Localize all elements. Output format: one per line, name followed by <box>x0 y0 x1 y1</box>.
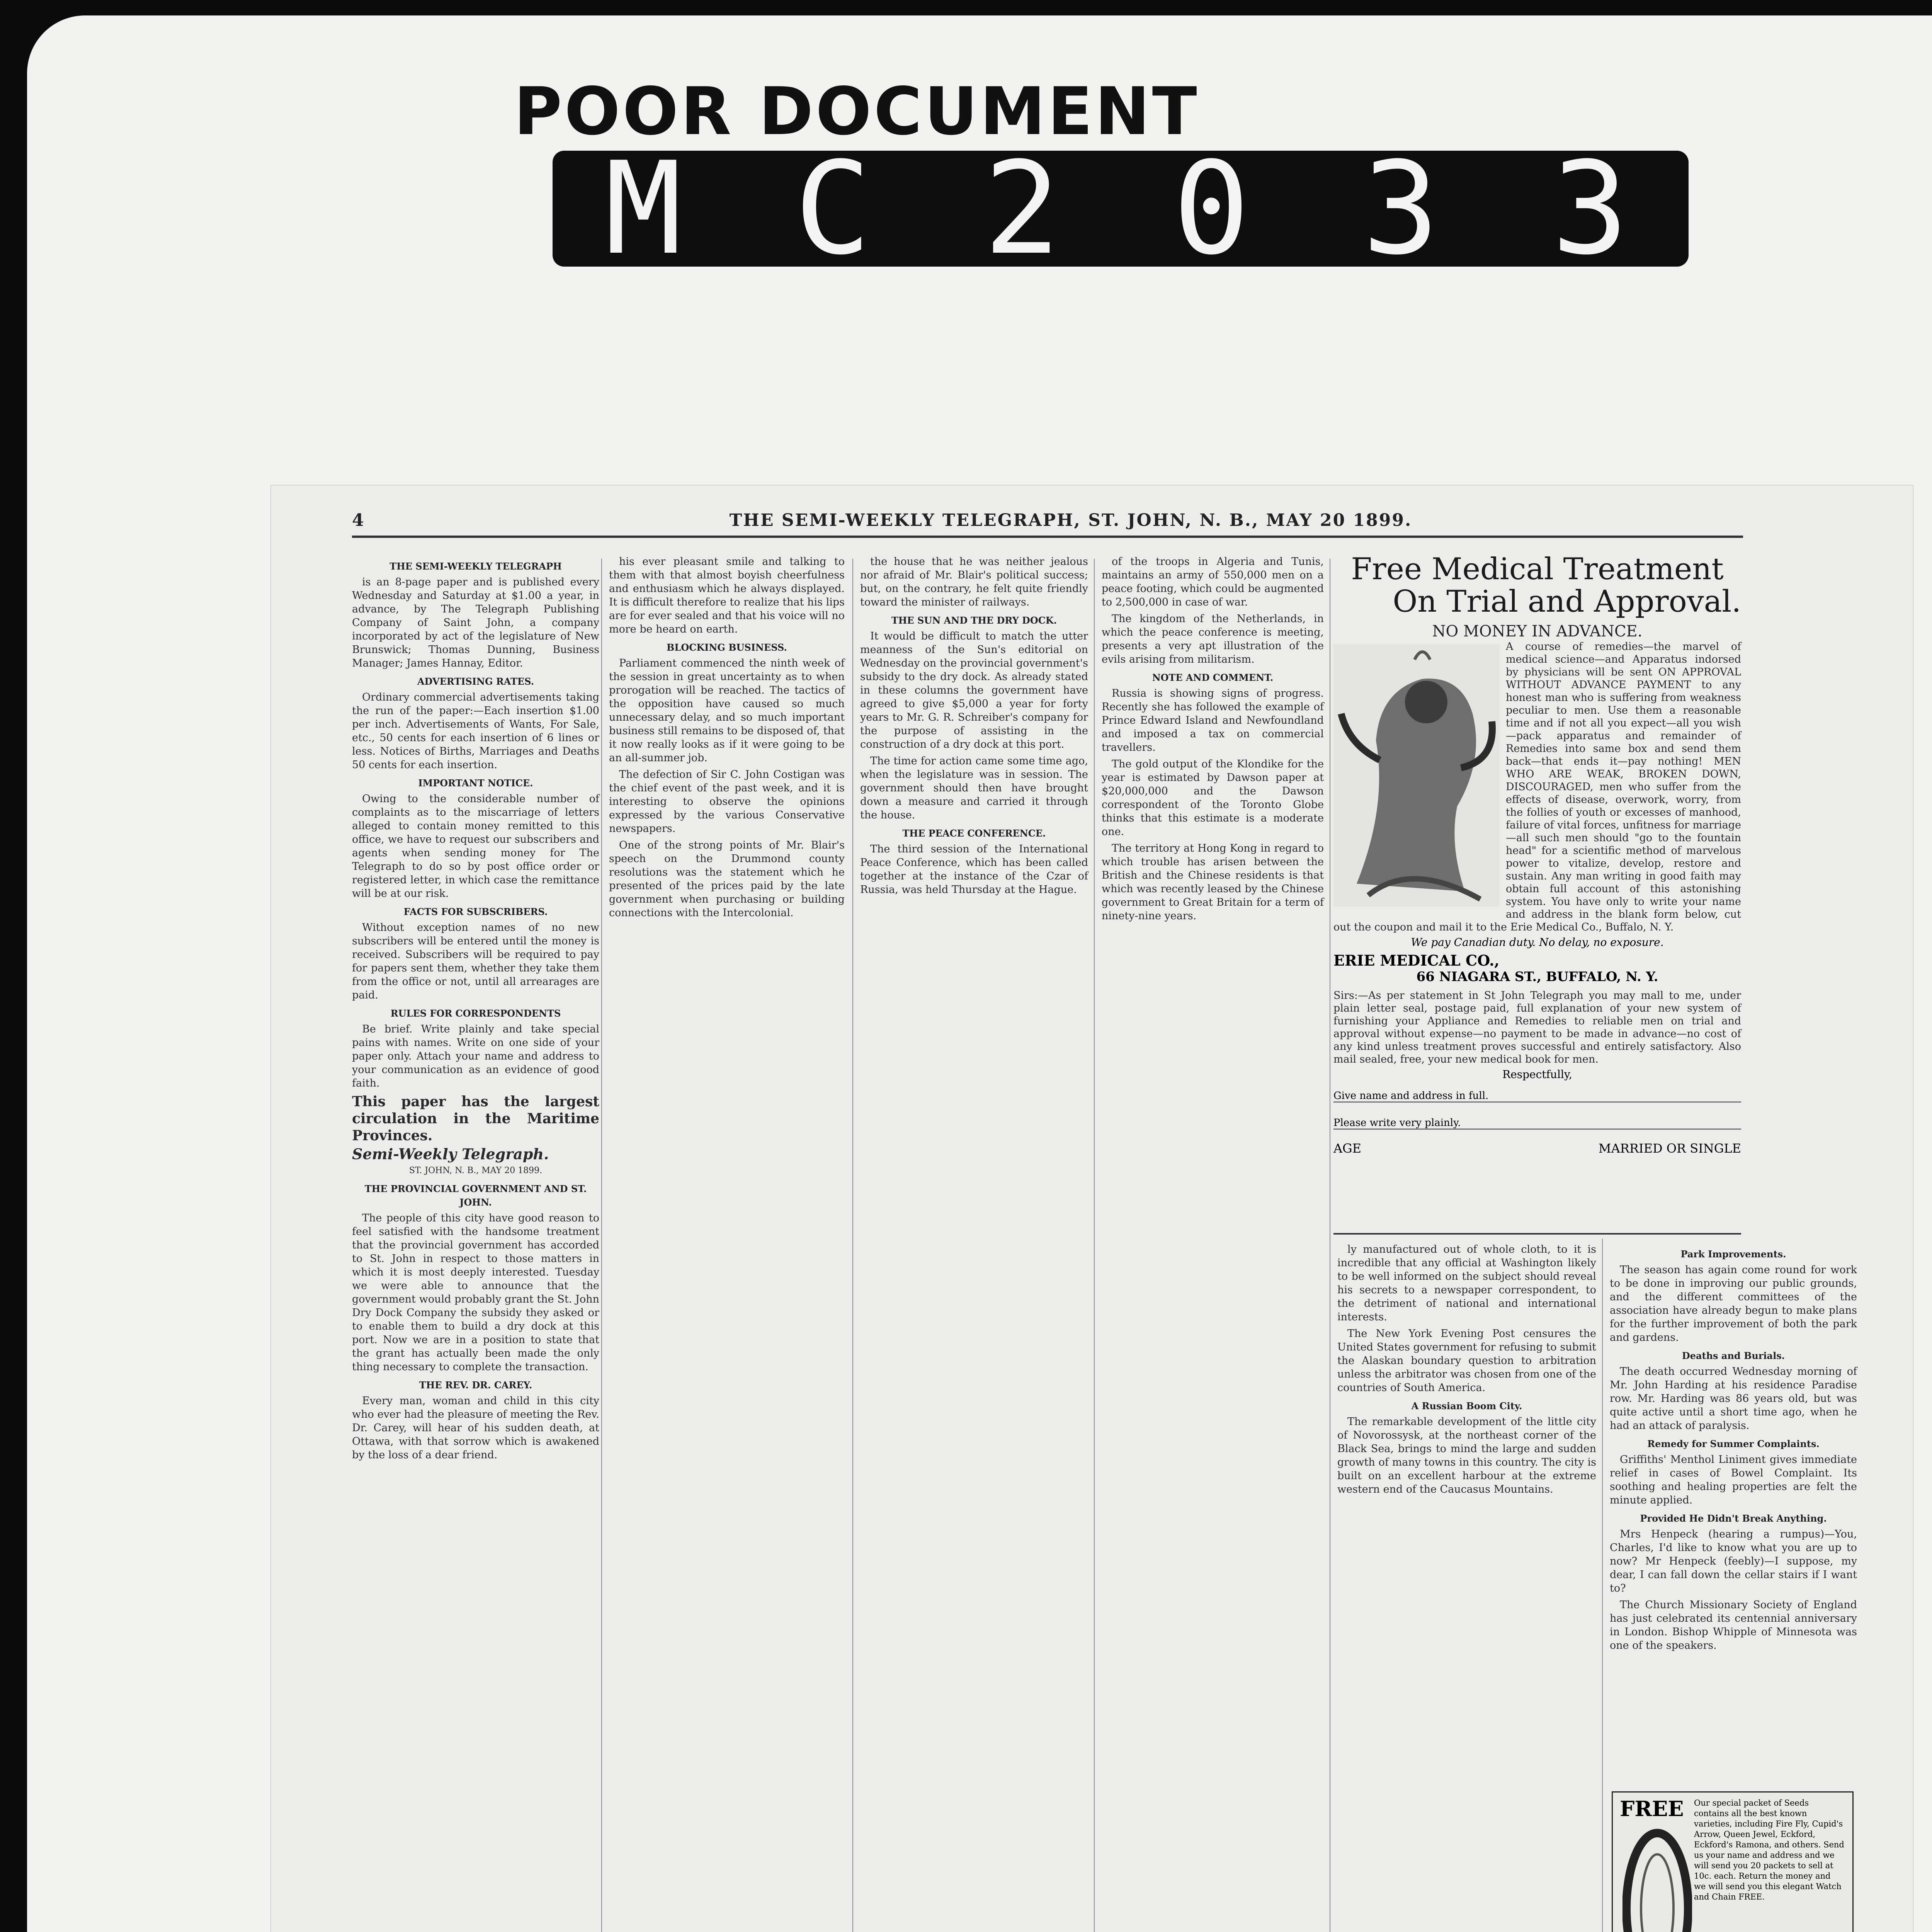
paragraph: of the troops in Algeria and Tunis, maintains an army of 550,000 men on a peace footing, which could be augmented to 2,500,000 in case of war. <box>1102 556 1324 608</box>
poor-document-label: POOR DOCUMENT <box>514 73 1199 150</box>
box-ad-text: Our special packet of Seeds contains all the best known varieties, including Fire Fly, Cupid's Arrow, Queen Jewel, Eckford, Eckford's Ramona, and others. Send us your name and address and we will send you 20 packets to sell at 10c. each. Return the money and we will send you this elegant Watch and Chain FREE. <box>1694 1798 1844 1901</box>
ad-subtitle: NO MONEY IN ADVANCE. <box>1432 622 1643 640</box>
paragraph: The death occurred Wednesday morning of Mr. John Harding at his residence Paradise row. Mr. Harding was 86 years old, but was quite active until a short time ago, when he had an attack of paralysis. <box>1610 1366 1857 1432</box>
code-char: M <box>605 134 690 283</box>
newspaper-page <box>270 485 1913 1932</box>
heading: THE SEMI-WEEKLY TELEGRAPH <box>389 561 562 572</box>
paragraph: The kingdom of the Netherlands, in which the peace conference is meeting, presents a very apt illustration of the evils arising from militarism. <box>1102 613 1324 665</box>
heading: ADVERTISING RATES. <box>417 676 534 687</box>
heading: Provided He Didn't Break Anything. <box>1640 1513 1827 1524</box>
code-char: C <box>794 134 879 283</box>
paragraph: The territory at Hong Kong in regard to which trouble has arisen between the British and the Chinese residents is that which was recently leased by the Chinese government to Great Britain for a term of ninety-nine years. <box>1102 842 1324 922</box>
paragraph: Ordinary commercial advertisements taking the run of the paper:—Each insertion $1.00 per inch. Advertisements of Wants, For Sale, etc., 50 cents for each insertion of 6 lines or less. Notices of Births, Marriages and Deaths 50 cents for each insertion. <box>352 691 599 771</box>
ad-respectfully: Respectfully, <box>1502 1068 1572 1081</box>
paragraph: Parliament commenced the ninth week of the session in great uncertainty as to when prorogation will be reached. The tactics of the opposition have caused so much unnecessary delay, and so much important business still remains to be disposed of, that it now really looks as if it were going to be an all-summer job. <box>609 657 845 764</box>
circulation-notice: This paper has the largest circulation in the Maritime Provinces. <box>352 1094 599 1144</box>
heading: Park Improvements. <box>1680 1248 1786 1260</box>
heading: THE PROVINCIAL GOVERNMENT AND ST. JOHN. <box>364 1183 587 1208</box>
heading: IMPORTANT NOTICE. <box>418 777 533 789</box>
paragraph: is an 8-page paper and is published every Wednesday and Saturday at $1.00 a year, in advance, by The Telegraph Publishing Company of Saint John, a company incorporated by act of the legislature of New Brunswick; Thomas Dunning, Business Manager; James Hannay, Editor. <box>352 576 599 669</box>
paragraph: One of the strong points of Mr. Blair's speech on the Drummond county resolutions was the statement which he presented of the prices paid by the late government when purchasing or building connections with the Intercolonial. <box>609 839 845 919</box>
code-char: 3 <box>1362 134 1447 283</box>
heading: RULES FOR CORRESPONDENTS <box>390 1008 561 1019</box>
column-divider <box>852 559 853 1932</box>
ad-body <box>1333 640 1741 934</box>
column-divider <box>1602 1239 1603 1932</box>
paragraph: The time for action came some time ago, when the legislature was in session. The government should then have brought down a measure and carried it through the house. <box>860 755 1088 821</box>
marital-label: MARRIED OR SINGLE <box>1598 1141 1741 1156</box>
heading: THE PEACE CONFERENCE. <box>902 828 1046 839</box>
age-marital-row <box>1333 1141 1741 1156</box>
paragraph: The people of this city have good reason to feel satisfied with the handsome treatment that the provincial government has accorded to St. John in respect to those matters in which it is most deeply interested. Tuesday we were able to announce that the government would probably grant the St. John Dry Dock Company the subsidy they asked or to enable them to build a dry dock at this port. Now we are in a position to state that the grant has actually been made the only thing necessary to complete the transaction. <box>352 1212 599 1373</box>
code-char: 0 <box>1173 134 1258 283</box>
paragraph: Be brief. Write plainly and take special pains with names. Write on one side of your paper only. Attach your name and address to your communication as an evidence of good faith. <box>352 1023 599 1089</box>
ad-company: ERIE MEDICAL CO., <box>1333 952 1500 969</box>
newspaper-title: THE SEMI-WEEKLY TELEGRAPH, ST. JOHN, N. B., MAY 20 1899. <box>729 510 1412 530</box>
page-number: 4 <box>352 510 364 530</box>
paragraph: Griffiths' Menthol Liniment gives immediate relief in cases of Bowel Complaint. Its soothing and healing properties are felt the minute applied. <box>1610 1454 1857 1506</box>
masthead <box>352 509 1743 532</box>
paragraph: It would be difficult to match the utter meanness of the Sun's editorial on Wednesday on the provincial government's subsidy to the dry dock. As already stated in these columns the government have agreed to give $5,000 a year for forty years to Mr. G. R. Schreiber's company for the purpose of assisting in the construction of a dry dock at this port. <box>860 630 1088 750</box>
heading: FACTS FOR SUBSCRIBERS. <box>403 906 548 917</box>
code-char: 3 <box>1551 134 1636 283</box>
address-field-line[interactable] <box>1333 1110 1741 1129</box>
heading: THE SUN AND THE DRY DOCK. <box>891 615 1057 626</box>
column-divider <box>1094 559 1095 1932</box>
paragraph: his ever pleasant smile and talking to them with that almost boyish cheerfulness and enthusiasm which he always displayed. It is difficult therefore to realize that his lips are for ever sealed and that his voice will no more be heard on earth. <box>609 556 845 635</box>
seed-watch-advertisement <box>1612 1791 1854 1932</box>
name-field-label: Give name and address in full. <box>1333 1090 1489 1102</box>
heading: THE REV. DR. CAREY. <box>419 1379 532 1391</box>
column-4 <box>1102 555 1324 926</box>
name-field-line[interactable] <box>1333 1083 1741 1102</box>
ad-bottom-rule <box>1333 1233 1741 1235</box>
paragraph: The Church Missionary Society of England has just celebrated its centennial anniversary in London. Bishop Whipple of Minnesota was one of the speakers. <box>1610 1599 1857 1651</box>
paragraph: Every man, woman and child in this city who ever had the pleasure of meeting the Rev. Dr. Carey, will hear of his sudden death, at Ottawa, with that sorrow which is awakened by the loss of a dear friend. <box>352 1395 599 1461</box>
column-2 <box>609 555 845 923</box>
paragraph: Without exception names of no new subscribers will be entered until the money is received. Subscribers will be required to pay for papers sent them, whether they take them from the office or not, until all arrearages are paid. <box>352 922 599 1001</box>
paragraph: The New York Evening Post censures the United States government for refusing to submit the Alaskan boundary question to arbitration unless the arbitrator was chosen from one of the countries of South America. <box>1337 1328 1596 1394</box>
ad-letter: Sirs:—As per statement in St John Telegraph you may mall to me, under plain letter seal, postage paid, full explanation of your new system of furnishing your Appliance and Remedies to reliable men on trial and approval without expense—no payment to be made in advance—no cost of any kind unless treatment proves successful and entirely satisfactory. Also mail sealed, free, your new medical book for men. <box>1333 990 1741 1065</box>
paragraph: the house that he was neither jealous nor afraid of Mr. Blair's political success; but, on the contrary, he felt quite friendly toward the minister of railways. <box>860 556 1088 608</box>
dateline: ST. JOHN, N. B., MAY 20 1899. <box>409 1166 543 1175</box>
fountain-figure-illustration <box>1333 644 1500 907</box>
ad-body-text-2: Any man writing in good faith may obtain full account of this astonishing system. You have only to write your name and address in the blank form below, cut out the coupon and mail it to the Erie Medical Co., Buffalo, N. Y. <box>1333 870 1741 933</box>
paragraph: Mrs Henpeck (hearing a rumpus)—You, Charles, I'd like to know what you are up to now? Mr Henpeck (feebly)—I suppose, my dear, I can fall down the cellar stairs if I want to? <box>1610 1528 1857 1594</box>
paper-name: Semi-Weekly Telegraph. <box>352 1145 549 1163</box>
heading: NOTE AND COMMENT. <box>1152 672 1274 683</box>
paragraph: The defection of Sir C. John Costigan was the chief event of the past week, and it is interesting to observe the opinions expressed by the various Conservative newspapers. <box>609 769 845 835</box>
ad-body-text: A course of remedies—the marvel of medical science—and Apparatus indorsed by physicians will be sent ON APPROVAL WITHOUT ADVANCE PAYMENT to any honest man who is suffering from weakness peculiar to men. Use them a reasonable time and if not all you expect—all you wish—pack apparatus and remainder of Remedies into same box and send them back—that ends it—pay nothing! MEN WHO ARE WEAK, BROKEN DOWN, DISCOURAGED, men who suffer from the effects of disease, overwork, worry, from the follies of youth or excesses of manhood, failure of vital forces, unfitness for marriage—all such men should "go to the fountain head" for a scientific method of marvelous power to vitalize, develop, restore and sustain. <box>1506 641 1741 882</box>
column-3 <box>860 555 1088 900</box>
code-char: 2 <box>983 134 1068 283</box>
paragraph: Russia is showing signs of progress. Recently she has followed the example of Prince Edward Island and Newfoundland and imposed a tax on commercial travellers. <box>1102 687 1324 753</box>
age-label: AGE <box>1333 1141 1362 1156</box>
paragraph: The gold output of the Klondike for the year is estimated by Dawson paper at $20,000,000 and the Dawson correspondent of the Toronto Globe thinks that this estimate is a moderate one. <box>1102 758 1324 838</box>
address-field-label: Please write very plainly. <box>1333 1117 1461 1129</box>
paragraph: The season has again come round for work to be done in improving our public grounds, and the different committees of the association have already begun to make plans for the further improvement of both the park and gardens. <box>1610 1264 1857 1344</box>
heading: Deaths and Burials. <box>1682 1350 1785 1361</box>
ad-title: Free Medical Treatment <box>1351 552 1724 587</box>
column-divider <box>601 559 602 1932</box>
free-headline: FREE <box>1620 1796 1684 1821</box>
column-5 <box>1337 1243 1596 1499</box>
paragraph: Owing to the considerable number of complaints as to the miscarriage of letters alleged to contain money remitted to this office, we have to request our subscribers and agents when sending money for The Telegraph to do so by post office order or registered letter, in which case the remittance will be at our risk. <box>352 793 599 900</box>
microfilm-code-bar <box>553 134 1689 283</box>
ad-address: 66 NIAGARA ST., BUFFALO, N. Y. <box>1416 969 1658 985</box>
paragraph: ly manufactured out of whole cloth, to it is incredible that any official at Washington likely to be well informed on the subject should reveal his secrets to a newspaper correspondent, to the detriment of national and international interests. <box>1337 1243 1596 1323</box>
medical-advertisement <box>1333 553 1741 1233</box>
heading: Remedy for Summer Complaints. <box>1647 1438 1820 1449</box>
paragraph: The remarkable development of the little city of Novorossysk, at the northeast corner of the Black Sea, brings to mind the large and sudden growth of many towns in this country. The city is built on an excellent harbour at the extreme western end of the Caucasus Mountains. <box>1337 1416 1596 1495</box>
heading: BLOCKING BUSINESS. <box>667 642 787 653</box>
paragraph: The third session of the International Peace Conference, which has been called together at the instance of the Czar of Russia, was held Thursday at the Hague. <box>860 843 1088 896</box>
ad-pay-note: We pay Canadian duty. No delay, no exposure. <box>1411 936 1664 949</box>
column-1 <box>352 555 599 1465</box>
ad-title-2: On Trial and Approval. <box>1393 584 1741 619</box>
heading: A Russian Boom City. <box>1411 1400 1522 1412</box>
masthead-rule <box>352 536 1743 538</box>
watch-chain-illustration <box>1622 1827 1692 1932</box>
column-6 <box>1610 1243 1857 1655</box>
